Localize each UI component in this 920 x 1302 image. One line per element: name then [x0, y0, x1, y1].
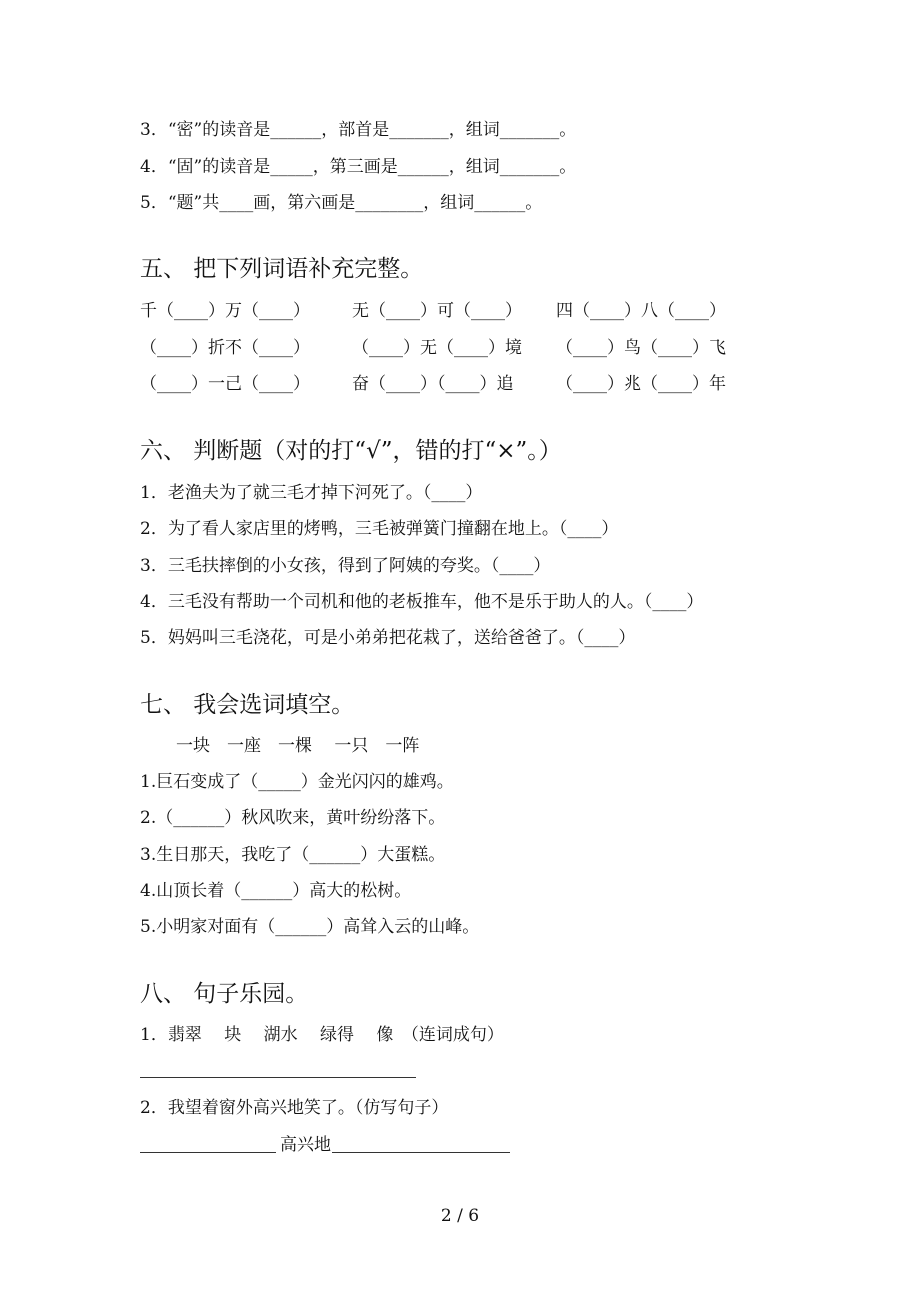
- fill-item: 5.小明家对面有（______）高耸入云的山峰。: [140, 917, 480, 937]
- idiom-cell: （____）无（____）境: [352, 338, 522, 358]
- answer-line: [332, 1152, 510, 1153]
- judgment-item: 5．妈妈叫三毛浇花，可是小弟弟把花栽了，送给爸爸了。（____）: [140, 628, 636, 648]
- sentence-item-2: 2．我望着窗外高兴地笑了。（仿写句子）: [140, 1098, 449, 1118]
- fill-item: 4.山顶长着（______）高大的松树。: [140, 881, 412, 901]
- section8-heading: 八、 句子乐园。: [140, 981, 309, 1007]
- question-ti: 5．“题”共____画，第六画是________，组词______。: [140, 193, 543, 213]
- idiom-cell: （____）兆（____）年: [556, 374, 726, 394]
- judgment-item: 3．三毛扶摔倒的小女孩，得到了阿姨的夸奖。（____）: [140, 556, 551, 576]
- section5-heading: 五、 把下列词语补充完整。: [140, 256, 424, 282]
- idiom-cell: （____）折不（____）: [140, 338, 310, 358]
- question-gu: 4．“固”的读音是_____，第三画是______，组词_______。: [140, 157, 577, 177]
- idiom-cell: 千（____）万（____）: [140, 301, 310, 321]
- answer-line: [140, 1077, 416, 1078]
- page-number: 2 / 6: [440, 1206, 480, 1226]
- question-mi: 3．“密”的读音是______，部首是_______，组词_______。: [140, 120, 577, 140]
- idiom-cell: （____）鸟（____）飞: [556, 338, 726, 358]
- judgment-item: 1．老渔夫为了就三毛才掉下河死了。（____）: [140, 483, 483, 503]
- idiom-cell: 无（____）可（____）: [352, 301, 522, 321]
- fill-item: 3.生日那天，我吃了（______）大蛋糕。: [140, 845, 446, 865]
- sentence-item-1: 1．翡翠 块 湖水 绿得 像 （连词成句）: [140, 1025, 504, 1045]
- judgment-item: 4．三毛没有帮助一个司机和他的老板推车，他不是乐于助人的人。（____）: [140, 592, 704, 612]
- answer-line: [140, 1152, 276, 1153]
- fill-item: 1.巨石变成了（_____）金光闪闪的雄鸡。: [140, 772, 454, 792]
- idiom-cell: 奋（____）（____）追: [352, 374, 514, 394]
- word-bank: 一块 一座 一棵 一只 一阵: [176, 736, 420, 756]
- judgment-item: 2．为了看人家店里的烤鸭，三毛被弹簧门撞翻在地上。（____）: [140, 519, 619, 539]
- idiom-cell: 四（____）八（____）: [556, 301, 726, 321]
- fill-item: 2.（______）秋风吹来，黄叶纷纷落下。: [140, 808, 446, 828]
- idiom-cell: （____）一己（____）: [140, 374, 310, 394]
- imitation-word: 高兴地: [280, 1135, 331, 1155]
- section7-heading: 七、 我会选词填空。: [140, 692, 355, 718]
- section6-heading: 六、 判断题（对的打“√”，错的打“×”。）: [140, 438, 562, 464]
